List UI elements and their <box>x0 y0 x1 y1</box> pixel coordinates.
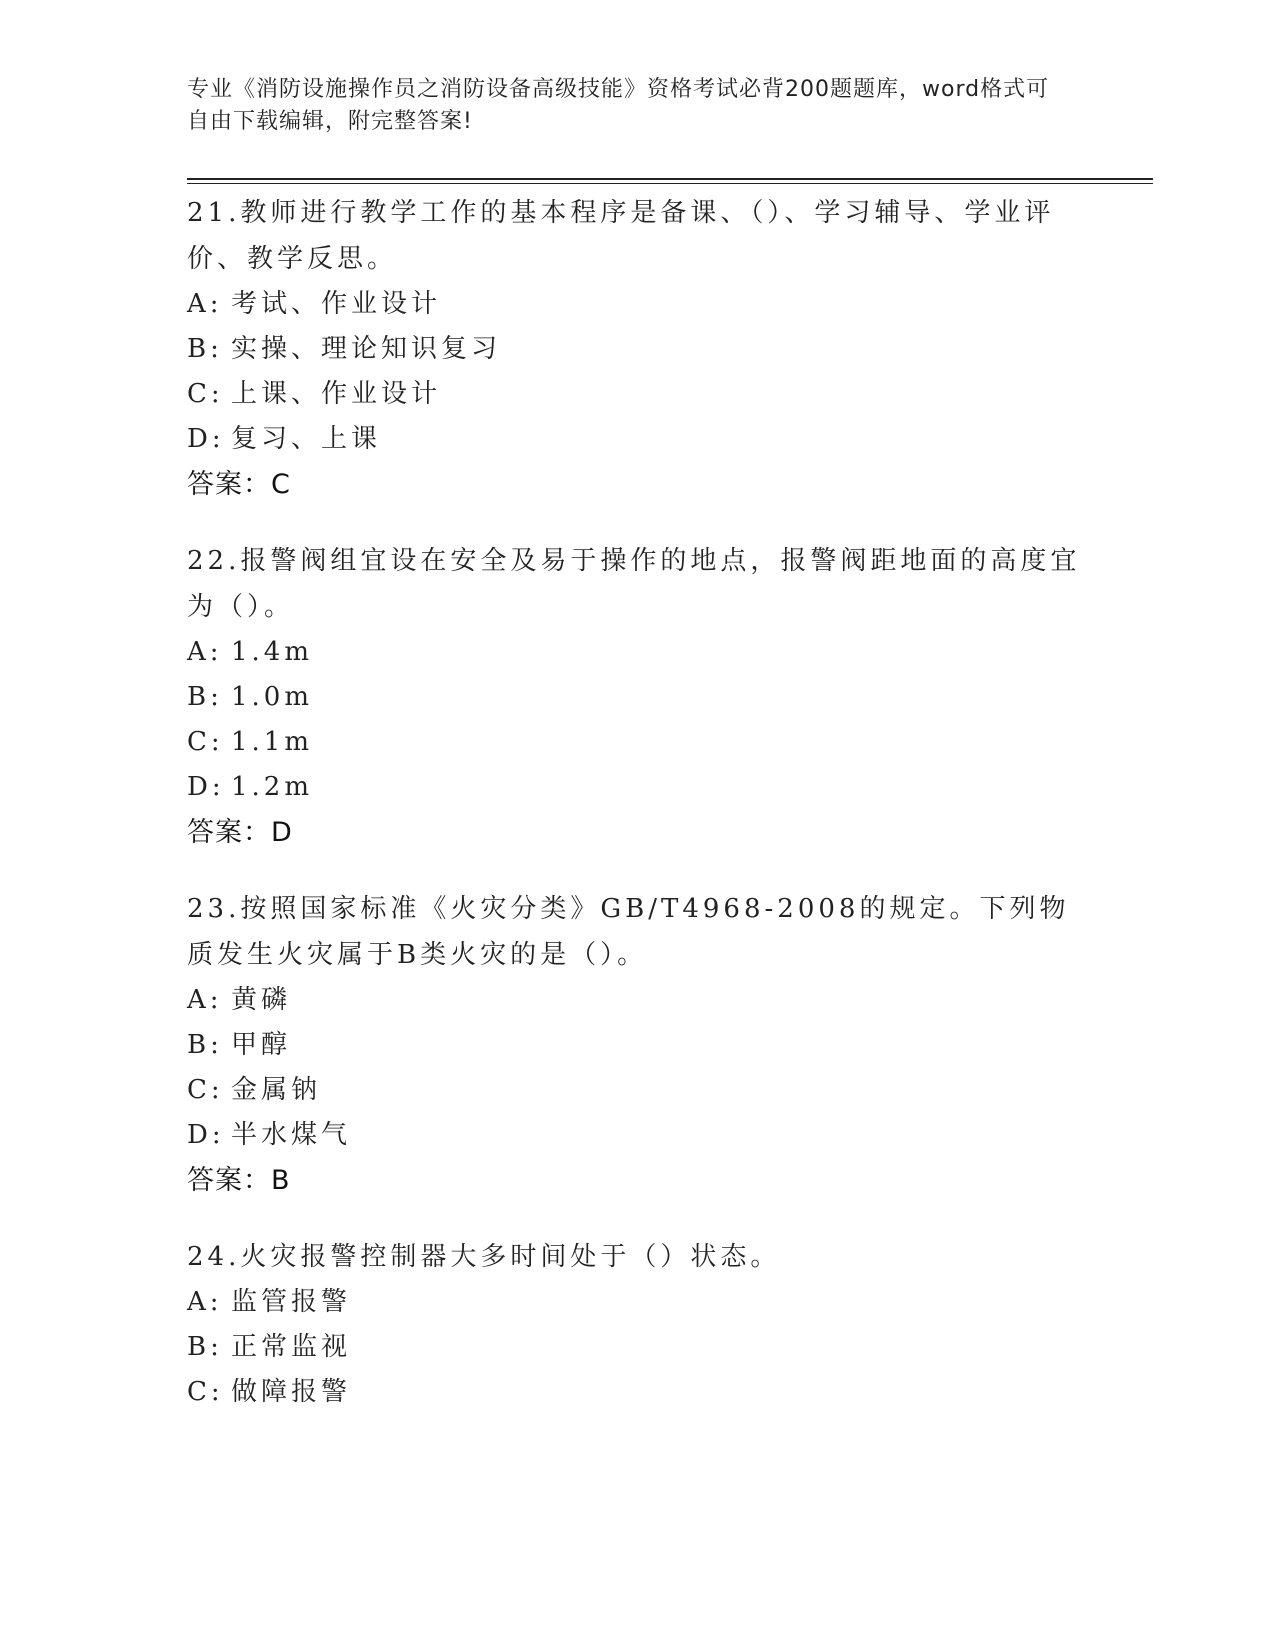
option-a <box>187 1280 1087 1325</box>
option-a <box>187 978 1087 1023</box>
option-text: 1.1m <box>231 727 314 757</box>
option-key: B: <box>187 334 223 364</box>
question-stem: 21.教师进行教学工作的基本程序是备课、（）、学习辅导、学业评价、教学反思。 <box>187 198 1055 274</box>
option-key: A: <box>187 637 223 667</box>
option-c <box>187 372 1087 417</box>
option-key: B: <box>187 682 223 712</box>
answer-line: 答案：D <box>187 817 293 848</box>
option-key: D: <box>187 424 225 454</box>
answer-line: 答案：C <box>187 469 291 500</box>
question-list <box>187 190 1087 1445</box>
option-text: 黄磷 <box>231 985 292 1015</box>
option-key: B: <box>187 1030 223 1060</box>
option-key: B: <box>187 1332 223 1362</box>
option-a <box>187 630 1087 675</box>
option-text: 1.4m <box>231 637 314 667</box>
option-text: 半水煤气 <box>231 1120 352 1150</box>
option-list <box>187 978 1087 1158</box>
option-text: 1.2m <box>231 772 314 802</box>
option-list <box>187 1280 1087 1415</box>
option-list <box>187 282 1087 462</box>
question-23 <box>187 886 1087 1204</box>
option-d <box>187 417 1087 462</box>
option-c <box>187 720 1087 765</box>
option-text: 考试、作业设计 <box>231 289 442 319</box>
option-text: 监管报警 <box>231 1287 352 1317</box>
option-text: 实操、理论知识复习 <box>231 334 502 364</box>
header-divider-thin <box>187 183 1153 184</box>
option-key: D: <box>187 772 225 802</box>
option-key: C: <box>187 727 224 757</box>
answer-line: 答案：B <box>187 1165 291 1196</box>
option-c <box>187 1068 1087 1113</box>
option-d <box>187 765 1087 810</box>
option-c <box>187 1370 1087 1415</box>
question-stem: 23.按照国家标准《火灾分类》GB/T4968-2008的规定。下列物质发生火灾属于B类火灾的是（）。 <box>187 894 1070 970</box>
option-key: C: <box>187 1377 224 1407</box>
question-22 <box>187 538 1087 856</box>
option-text: 1.0m <box>231 682 314 712</box>
option-b <box>187 1325 1087 1370</box>
option-b <box>187 1023 1087 1068</box>
option-text: 上课、作业设计 <box>231 379 442 409</box>
question-21 <box>187 190 1087 508</box>
option-b <box>187 675 1087 720</box>
option-d <box>187 1113 1087 1158</box>
option-key: A: <box>187 985 223 1015</box>
option-text: 金属钠 <box>231 1075 322 1105</box>
question-24 <box>187 1234 1087 1415</box>
header-divider-thick <box>187 178 1153 180</box>
option-key: A: <box>187 1287 223 1317</box>
option-text: 复习、上课 <box>231 424 382 454</box>
question-stem: 22.报警阀组宜设在安全及易于操作的地点，报警阀距地面的高度宜为（）。 <box>187 546 1081 622</box>
option-a <box>187 282 1087 327</box>
option-text: 做障报警 <box>231 1377 352 1407</box>
option-key: D: <box>187 1120 225 1150</box>
option-text: 甲醇 <box>231 1030 292 1060</box>
option-key: C: <box>187 1075 224 1105</box>
option-key: C: <box>187 379 224 409</box>
option-key: A: <box>187 289 223 319</box>
document-title: 专业《消防设施操作员之消防设备高级技能》资格考试必背200题题库，word格式可自由下载编辑，附完整答案! <box>187 77 1050 134</box>
question-stem: 24.火灾报警控制器大多时间处于（）状态。 <box>187 1242 781 1272</box>
option-list <box>187 630 1087 810</box>
document-header <box>187 74 1067 138</box>
option-text: 正常监视 <box>231 1332 352 1362</box>
option-b <box>187 327 1087 372</box>
